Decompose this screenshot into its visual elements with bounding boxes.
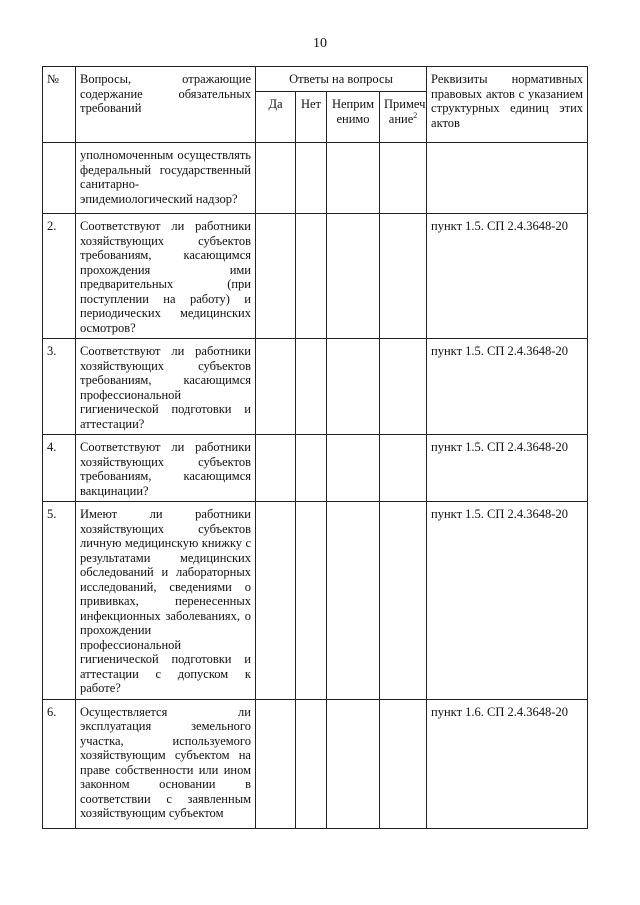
row-number: 4. bbox=[43, 435, 76, 502]
row-number bbox=[43, 143, 76, 214]
table-row bbox=[43, 502, 588, 700]
header-number: № bbox=[43, 67, 76, 143]
answer-na-cell[interactable] bbox=[327, 143, 380, 214]
header-yes: Да bbox=[256, 92, 296, 143]
row-reference: пункт 1.5. СП 2.4.3648-20 bbox=[427, 435, 588, 502]
header-not-applicable: Неприм енимо bbox=[327, 92, 380, 143]
answer-yes-cell[interactable] bbox=[256, 339, 296, 435]
checklist-table bbox=[42, 66, 588, 829]
row-number: 5. bbox=[43, 502, 76, 700]
answer-na-cell[interactable] bbox=[327, 339, 380, 435]
table-row bbox=[43, 214, 588, 339]
answer-note-cell[interactable] bbox=[380, 339, 427, 435]
row-number: 3. bbox=[43, 339, 76, 435]
row-reference: пункт 1.6. СП 2.4.3648-20 bbox=[427, 699, 588, 828]
answer-yes-cell[interactable] bbox=[256, 143, 296, 214]
header-note-label: Примеч ание bbox=[384, 97, 426, 126]
answer-note-cell[interactable] bbox=[380, 699, 427, 828]
answer-no-cell[interactable] bbox=[296, 699, 327, 828]
row-question: уполномоченным осуществлять федеральный государственный санитарно-эпидемиологический надзор? bbox=[76, 143, 256, 214]
table-row bbox=[43, 339, 588, 435]
answer-yes-cell[interactable] bbox=[256, 435, 296, 502]
answer-yes-cell[interactable] bbox=[256, 214, 296, 339]
header-no: Нет bbox=[296, 92, 327, 143]
answer-note-cell[interactable] bbox=[380, 435, 427, 502]
answer-na-cell[interactable] bbox=[327, 699, 380, 828]
answer-no-cell[interactable] bbox=[296, 502, 327, 700]
answer-yes-cell[interactable] bbox=[256, 699, 296, 828]
table-row bbox=[43, 435, 588, 502]
row-question: Соответствуют ли работники хозяйствующих субъектов требованиям, касающимся прохождения ими предварительных (при поступлении на работу) и периодических медицинских осмотров? bbox=[76, 214, 256, 339]
answer-no-cell[interactable] bbox=[296, 435, 327, 502]
header-row bbox=[43, 67, 588, 92]
header-questions: Вопросы, отражающие содержание обязательных требований bbox=[76, 67, 256, 143]
row-number: 2. bbox=[43, 214, 76, 339]
answer-na-cell[interactable] bbox=[327, 214, 380, 339]
answer-na-cell[interactable] bbox=[327, 502, 380, 700]
row-reference: пункт 1.5. СП 2.4.3648-20 bbox=[427, 339, 588, 435]
row-reference bbox=[427, 143, 588, 214]
answer-no-cell[interactable] bbox=[296, 143, 327, 214]
header-note-footnote: 2 bbox=[413, 110, 418, 120]
answer-na-cell[interactable] bbox=[327, 435, 380, 502]
table-row bbox=[43, 143, 588, 214]
row-question: Имеют ли работники хозяйствующих субъектов личную медицинскую книжку с результатами медицинских обследований и лабораторных исследований, сведениями о прививках, перенесенных инфекционных заболеваниях, о прохождении профессиональной гигиенической подготовки и аттестации с допуском к работе? bbox=[76, 502, 256, 700]
row-reference: пункт 1.5. СП 2.4.3648-20 bbox=[427, 502, 588, 700]
answer-no-cell[interactable] bbox=[296, 214, 327, 339]
row-reference: пункт 1.5. СП 2.4.3648-20 bbox=[427, 214, 588, 339]
row-number: 6. bbox=[43, 699, 76, 828]
header-note bbox=[380, 92, 427, 143]
answer-note-cell[interactable] bbox=[380, 214, 427, 339]
page-number: 10 bbox=[313, 36, 327, 51]
header-answers: Ответы на вопросы bbox=[256, 67, 427, 92]
answer-note-cell[interactable] bbox=[380, 502, 427, 700]
answer-no-cell[interactable] bbox=[296, 339, 327, 435]
row-question: Соответствуют ли работники хозяйствующих субъектов требованиям, касающимся профессиональной гигиенической подготовки и аттестации? bbox=[76, 339, 256, 435]
answer-yes-cell[interactable] bbox=[256, 502, 296, 700]
header-requisites: Реквизиты нормативных правовых актов с указанием структурных единиц этих актов bbox=[427, 67, 588, 143]
row-question: Осуществляется ли эксплуатация земельного участка, используемого хозяйствующим субъектом на праве собственности или ином законном основании в соответствии с заявленным хозяйствующим субъектом bbox=[76, 699, 256, 828]
row-question: Соответствуют ли работники хозяйствующих субъектов требованиям, касающимся вакцинации? bbox=[76, 435, 256, 502]
answer-note-cell[interactable] bbox=[380, 143, 427, 214]
table-row bbox=[43, 699, 588, 828]
